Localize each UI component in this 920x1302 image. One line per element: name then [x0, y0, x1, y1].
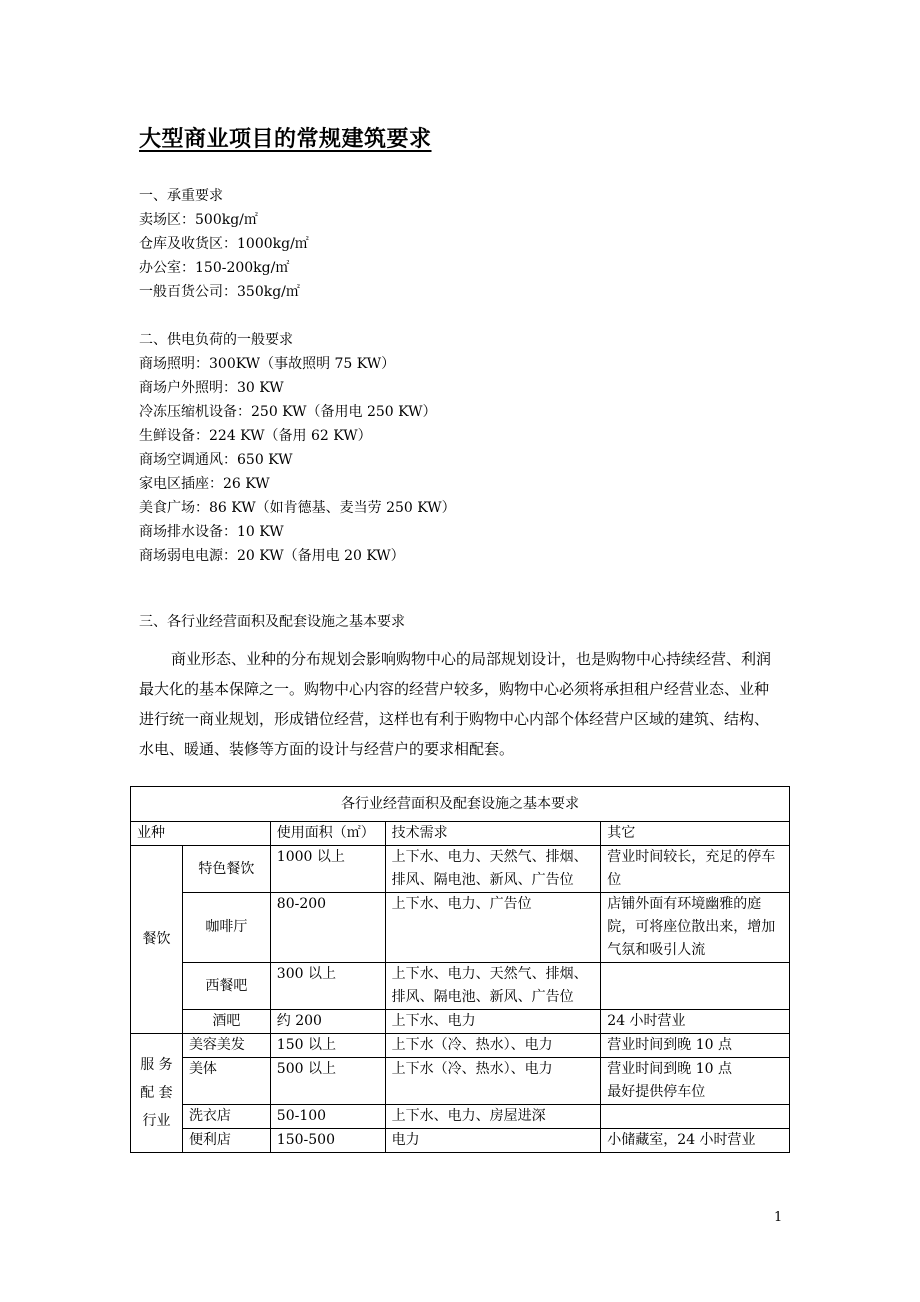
- table-row: [131, 1010, 790, 1034]
- paragraph-line: 进行统一商业规划，形成错位经营，这样也有利于购物中心内部个体经营户区域的建筑、结构、: [139, 710, 770, 728]
- table-row: [131, 1058, 790, 1105]
- list-item: 美食广场：86 KW（如肯德基、麦当劳 250 KW）: [139, 500, 456, 516]
- header-cell: 技术需求: [385, 822, 601, 846]
- paragraph-line: 水电、暖通、装修等方面的设计与经营户的要求相配套。: [139, 740, 515, 758]
- header-cell: 其它: [601, 822, 790, 846]
- section-heading: 一、承重要求: [139, 188, 223, 204]
- type-cell: 酒吧: [182, 1010, 270, 1034]
- area-cell: 300 以上: [270, 963, 385, 1010]
- other-cell: [601, 1105, 790, 1129]
- list-item: 家电区插座：26 KW: [139, 476, 270, 492]
- area-cell: 150 以上: [270, 1034, 385, 1058]
- group-label-service: [131, 1034, 183, 1153]
- tech-cell: 电力: [385, 1129, 601, 1153]
- table-caption-row: [131, 787, 790, 822]
- area-cell: 150-500: [270, 1129, 385, 1153]
- tech-cell: 上下水、电力、天然气、排烟、排风、隔电池、新风、广告位: [385, 846, 601, 893]
- type-cell: 特色餐饮: [182, 846, 270, 893]
- list-item: 卖场区：500kg/㎡: [139, 212, 258, 228]
- page-title: 大型商业项目的常规建筑要求: [139, 127, 432, 152]
- group-label-line: 配 套: [140, 1085, 173, 1101]
- area-cell: 约 200: [270, 1010, 385, 1034]
- table-row: [131, 846, 790, 893]
- table-caption: 各行业经营面积及配套设施之基本要求: [131, 787, 790, 822]
- body-paragraph: [139, 644, 789, 764]
- area-cell: 1000 以上: [270, 846, 385, 893]
- area-cell: 80-200: [270, 893, 385, 963]
- other-line: 最好提供停车位: [607, 1084, 706, 1100]
- list-item: 商场照明：300KW（事故照明 75 KW）: [139, 356, 396, 372]
- other-cell: [601, 963, 790, 1010]
- tech-cell: 上下水、电力、房屋进深: [385, 1105, 601, 1129]
- tech-cell: 上下水、电力、天然气、排烟、排风、隔电池、新风、广告位: [385, 963, 601, 1010]
- list-item: 商场排水设备：10 KW: [139, 524, 284, 540]
- group-label-catering: 餐饮: [131, 846, 183, 1034]
- page-number: 1: [774, 1210, 783, 1225]
- table-row: [131, 1129, 790, 1153]
- section-heading: 三、各行业经营面积及配套设施之基本要求: [139, 614, 405, 630]
- tech-cell: 上下水（冷、热水）、电力: [385, 1058, 601, 1105]
- other-cell: 店铺外面有环境幽雅的庭院，可将座位散出来，增加气氛和吸引人流: [601, 893, 790, 963]
- type-cell: 洗衣店: [182, 1105, 270, 1129]
- other-cell: 小储藏室，24 小时营业: [601, 1129, 790, 1153]
- area-cell: 50-100: [270, 1105, 385, 1129]
- other-cell: 营业时间较长，充足的停车位: [601, 846, 790, 893]
- group-label-line: 服 务: [140, 1057, 173, 1073]
- header-cell: 业种: [131, 822, 271, 846]
- section-load-bearing: [139, 184, 309, 304]
- list-item: 生鲜设备：224 KW（备用 62 KW）: [139, 428, 372, 444]
- other-cell: [601, 1058, 790, 1105]
- list-item: 仓库及收货区：1000kg/㎡: [139, 236, 309, 252]
- other-cell: 营业时间到晚 10 点: [601, 1034, 790, 1058]
- other-cell: 24 小时营业: [601, 1010, 790, 1034]
- table-row: [131, 1105, 790, 1129]
- tech-cell: 上下水（冷、热水）、电力: [385, 1034, 601, 1058]
- area-cell: 500 以上: [270, 1058, 385, 1105]
- requirements-table: [130, 786, 790, 1153]
- type-cell: 西餐吧: [182, 963, 270, 1010]
- table-row: [131, 963, 790, 1010]
- type-cell: 咖啡厅: [182, 893, 270, 963]
- list-item: 一般百货公司：350kg/㎡: [139, 284, 300, 300]
- list-item: 冷冻压缩机设备：250 KW（备用电 250 KW）: [139, 404, 437, 420]
- table-row: [131, 893, 790, 963]
- section-heading: 二、供电负荷的一般要求: [139, 332, 293, 348]
- tech-cell: 上下水、电力: [385, 1010, 601, 1034]
- list-item: 办公室：150-200kg/㎡: [139, 260, 290, 276]
- paragraph-line: 最大化的基本保障之一。购物中心内容的经营户较多，购物中心必须将承担租户经营业态、业种: [139, 680, 770, 698]
- tech-cell: 上下水、电力、广告位: [385, 893, 601, 963]
- section-heading-3: [139, 610, 405, 634]
- table-row: [131, 1034, 790, 1058]
- type-cell: 美容美发: [182, 1034, 270, 1058]
- group-label-line: 行业: [142, 1113, 171, 1129]
- table-header-row: [131, 822, 790, 846]
- list-item: 商场空调通风：650 KW: [139, 452, 293, 468]
- type-cell: 便利店: [182, 1129, 270, 1153]
- header-cell: 使用面积（㎡）: [270, 822, 385, 846]
- section-power-load: [139, 328, 456, 568]
- other-line: 营业时间到晚 10 点: [607, 1061, 733, 1077]
- list-item: 商场弱电电源：20 KW（备用电 20 KW）: [139, 548, 405, 564]
- paragraph-line: 商业形态、业种的分布规划会影响购物中心的局部规划设计，也是购物中心持续经营、利润: [171, 650, 772, 668]
- type-cell: 美体: [182, 1058, 270, 1105]
- list-item: 商场户外照明：30 KW: [139, 380, 284, 396]
